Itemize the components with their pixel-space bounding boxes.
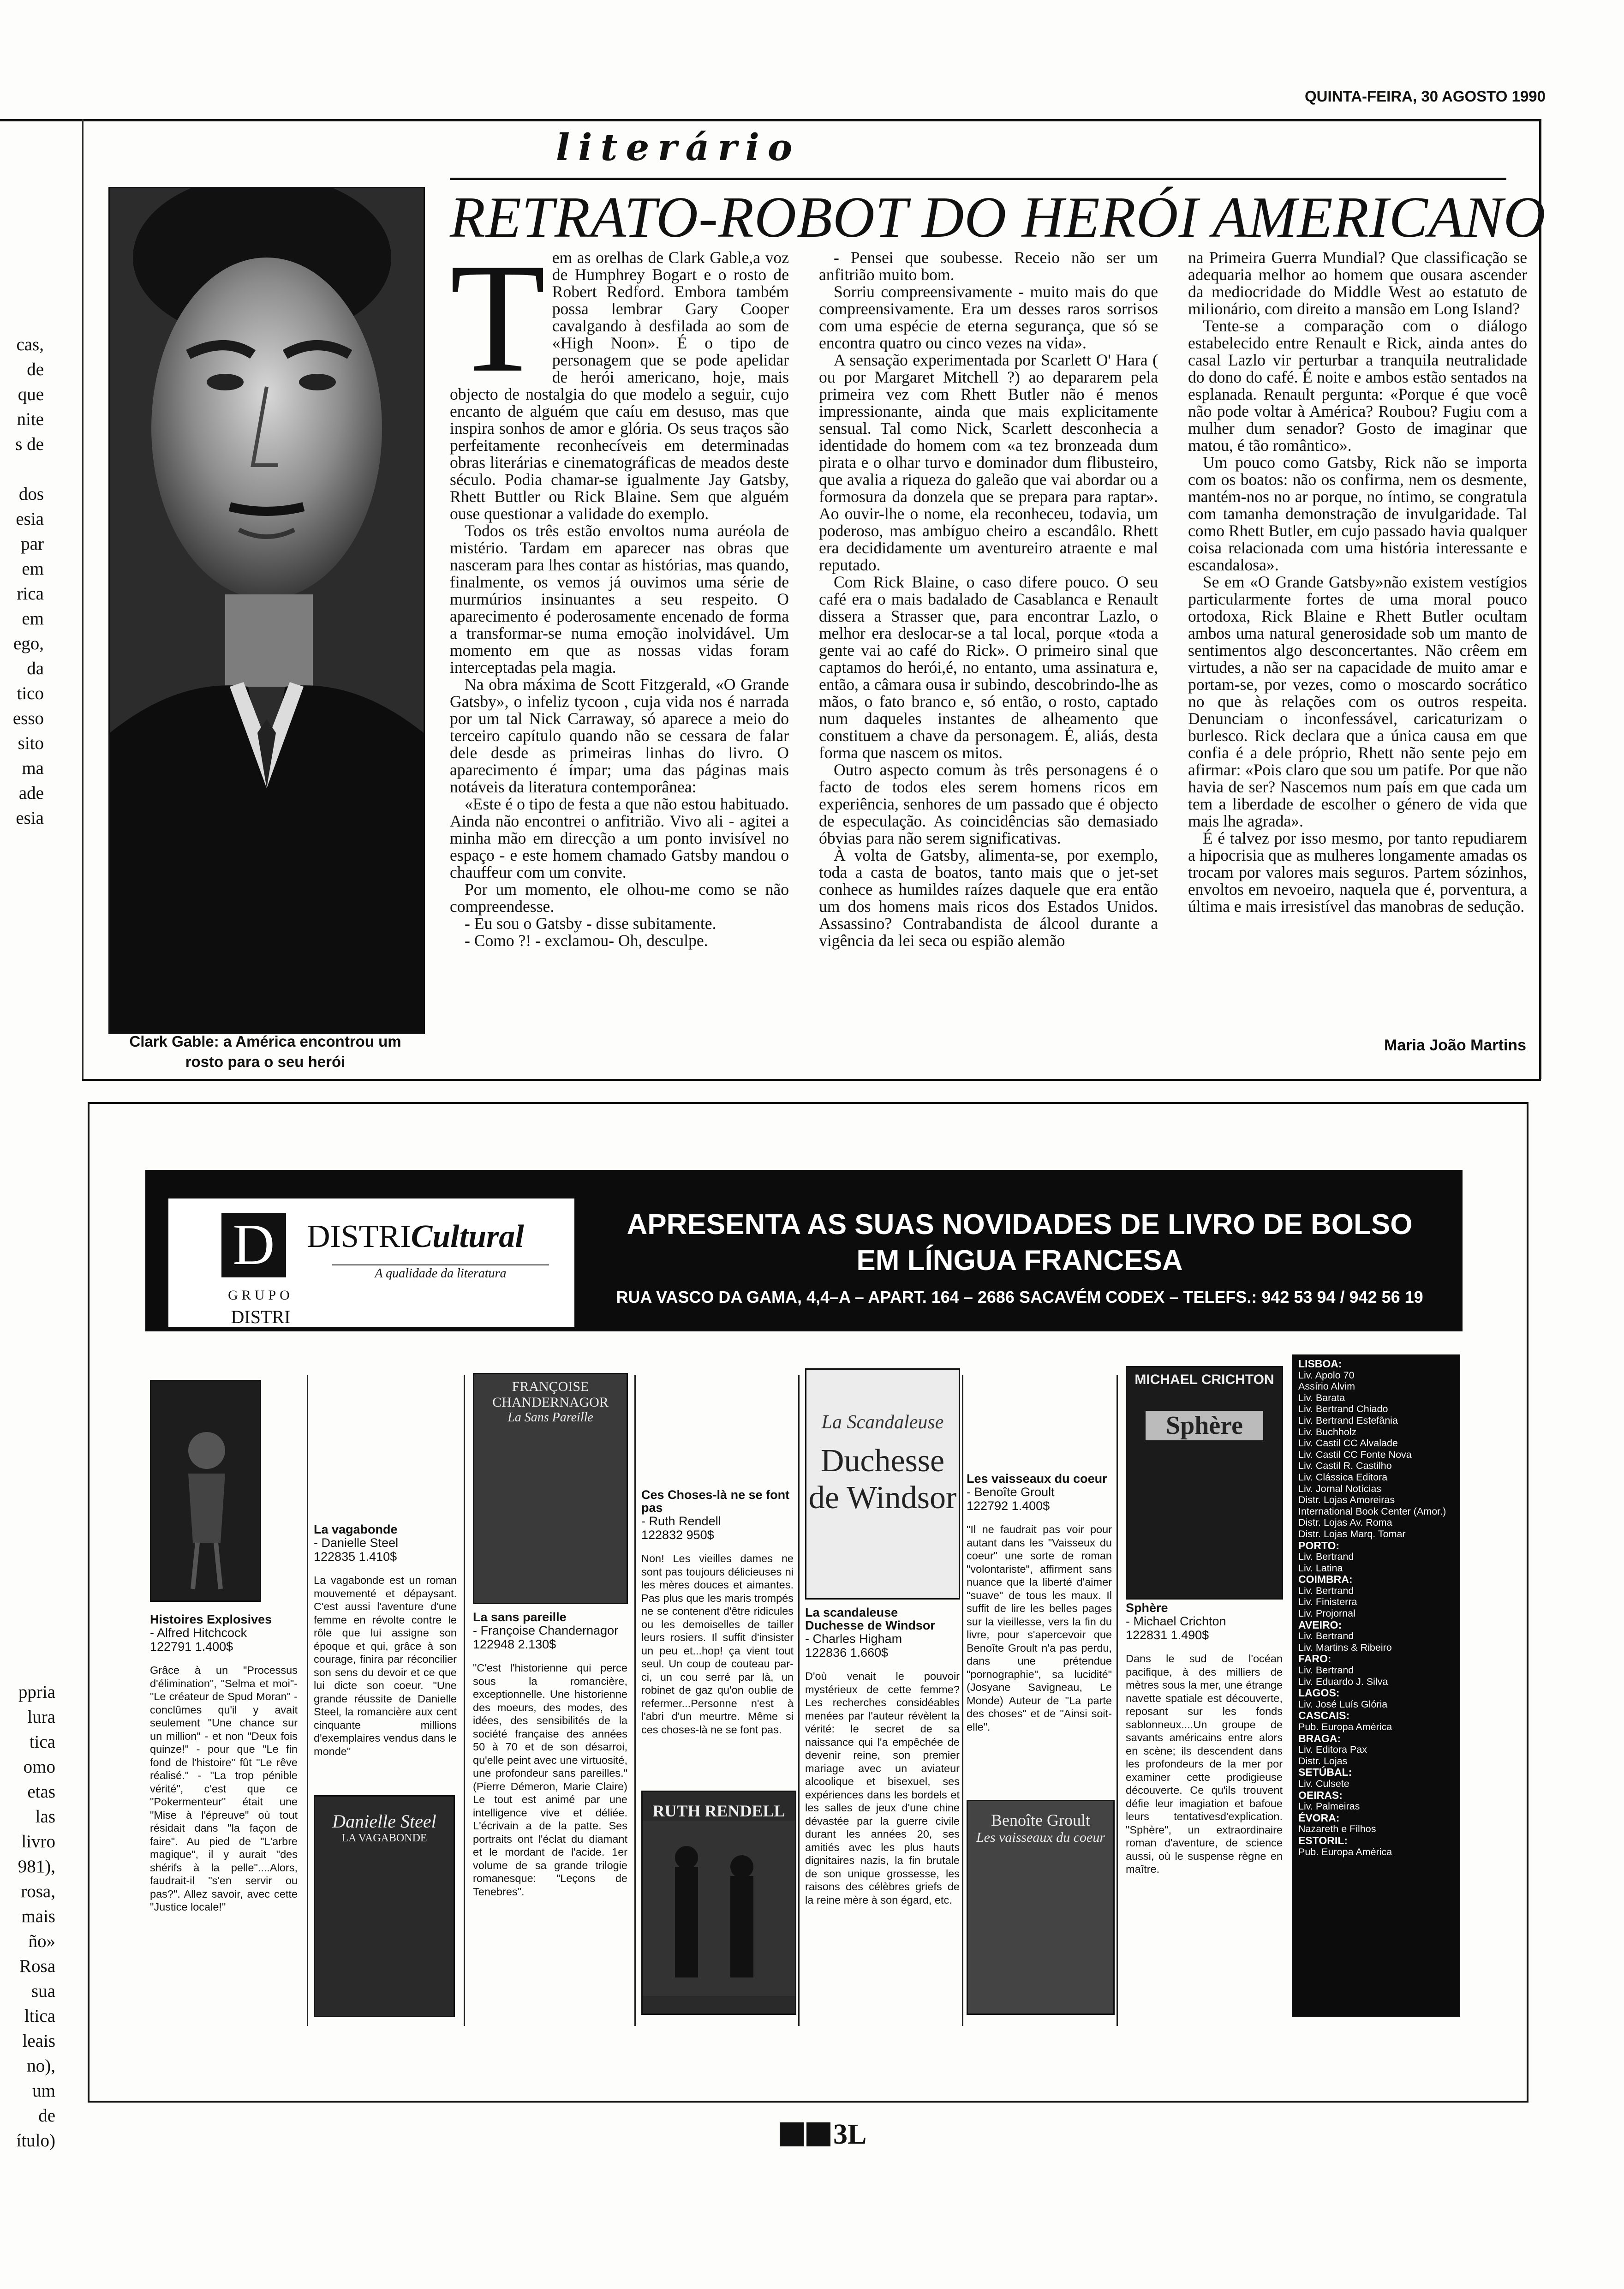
article-paragraph: Todos os três estão envoltos numa auréola de mistério. Tardam em aparecer nas obras que nasceram para lhes contar as histórias, mas quando, finalmente, os vemos já ouvimos uma série de murmúrios insinuantes a seu respeito. O aparecimento é poderosamente encenado de forma a transformar-se numa emoção inolvidável. Um momento em que as nossas vidas foram interceptadas pela magia. [450,521,789,677]
stores-list: LISBOA: Liv. Apolo 70 Assírio Alvim Liv. Barata Liv. Bertrand Chiado Liv. Bertrand Estefânia Liv. Buchholz Liv. Castil CC Alvalade Liv. Castil CC Fonte Nova Liv. Castil R. Castilho Liv. Clássica Editora Liv. Jornal Notícias Distr. Lojas Amoreiras International Book Center (Amor.) Distr. Lojas Av. Roma Distr. Lojas Marq. Tomar PORTO: Liv. Bertrand Liv. Latina COIMBRA: Liv. Bertrand Liv. Finisterra Liv. Projornal AVEIRO: Liv. Bertrand Liv. Martins & Ribeiro FARO: Liv. Bertrand Liv. Eduardo J. Silva LAGOS: Liv. José Luís Glória CASCAIS: Pub. Europa América BRAGA: Liv. Editora Pax Distr. Lojas SETÚBAL: Liv. Culsete OEIRAS: Liv. Palmeiras ÉVORA: Nazareth e Filhos ESTORIL: Pub. Europa América [1292,1354,1460,2017]
page-frame-top [0,119,1541,121]
book-entry: La scandaleuse Duchesse de Windsor - Charles Higham 122836 1.660$ D'où venait le pouvoir mystérieux de cette femme? Les recherches considéables menées par l'auteur révèlent la vérité: le secret de sa naissance qui l'a empêchée de devenir reine, son premier mariage avec un aviateur alcoolique et bisexuel, ses expériences dans les bordels et les salles de jeux d'une chine dévastée par la guerre civile durant les années 20, ses amitiés avec les plus hauts dignitaires nazis, la fin brutale de son unique grossesse, les raisons des célèbres griefs de la reine mère à son égard, etc. [805,1606,960,1906]
column-divider [464,1375,465,2026]
photo-caption: Clark Gable: a América encontrou um rosto para o seu herói [129,1033,401,1070]
article-column-2 [819,249,1158,949]
article-paragraph: Tem as orelhas de Clark Gable,a voz de Humphrey Bogart e o rosto de Robert Redford. Embora também possa lembrar Gary Cooper cavalgando à desfilada ao som de «High Noon». É o tipo de personagem que se pode apelidar de herói americano, hoje, mais objecto de nostalgia do que modelo a seguir, cujo encanto de alguém que caíu em desuso, mas que inspira sonhos de amor e glória. Os seus traços são perfeitamente reconhecíveis em determinadas obras literárias e cinematográficas de meados deste século. Podia chamar-se igualmente Jay Gatsby, Rhett Buttler ou Rick Blaine. Sem que alguém ouse questionar a validade do exemplo. [450,231,789,523]
book-cover-groult: Benoîte Groult Les vaisseaux du coeur [967,1800,1115,2015]
section-rule [450,178,1506,180]
book-cover-steel: Danielle Steel LA VAGABONDE [314,1795,455,2017]
headline: RETRATO-ROBOT DO HERÓI AMERICANO [450,186,1546,250]
page-frame-left [82,119,84,1079]
skeleton-cover-art-icon [151,1381,260,1600]
article-column-1 [450,231,789,950]
article-paragraph: A sensação experimentada por Scarlett O' Hara ( ou por Margaret Mitchell ?) ao depararem pela primeira vez com Rhett Butler não é menos impressionante, ainda que mais explicitamente sensual. Tal como Nick, Scarlett desconhecia a identidade do homem com «a tez bronzeada dum pirata e o olhar turvo e dominador dum flibusteiro, que avalia a riqueza do galeão que vai abordar ou a formosura da donzela que se prepara para raptar». Ao ouvir-lhe o nome, ela reconheceu, todavia, um poderoso, mas ambíguo cheiro a escandâlo. Rhett era decididamente um aventureiro atraente e mal reputado. [819,351,1158,574]
issue-date: QUINTA-FEIRA, 30 AGOSTO 1990 [1304,88,1546,105]
article-paragraph: Por um momento, ele olhou-me como se não compreendesse. [450,880,789,916]
article-paragraph: É é talvez por isso mesmo, por tanto repudiarem a hipocrisia que as mulheres longamente amadas os trocam por valores mais seguros. Partem sózinhos, envoltos em nevoeiro, naquela que é, porventura, a última e mais irresistível das manobras de sedução. [1188,829,1527,916]
book-entry: Sphère - Michael Crichton 122831 1.490$ Dans le sud de l'océan pacifique, à des milliers de mètres sous la mer, une étrange navette spatiale est découverte, reposant sur les fonds sablonneux....Un groupe de savants américains entre alors en scène; ils descendent dans les profondeurs de la mer por examiner cette prodigieuse découverte. Ce qu'ils trouvent défie leur imagiation et bafoue leurs tentativesd'explication. "Sphère", un extraordinaire roman d'aventure, de science aussi, où le suspense règne en maître. [1126,1601,1283,1875]
article-paragraph: - Eu sou o Gatsby - disse subitamente. [465,914,716,933]
book-entry: La sans pareille - Françoise Chandernagor 122948 2.130$ "C'est l'historienne qui perce sous la romancière, exceptionnelle. Une historienne des moeurs, des modes, des idées, des sensibilités de la société française des années 50 à 70 et de son désarroi, qu'elle peint avec une virtuosité, une profondeur sans pareilles." (Pierre Démeron, Marie Claire) Le tout est animé par une intelligence vive et déliée. L'écrivain a de la patte. Ses portraits ont l'éclat du diamant et le mordant de l'acide. 1er volume de sa grande trilogie romanesque: "Leçons de Tenebres". [473,1610,627,1898]
article-paragraph: «Este é o tipo de festa a que não estou habituado. Ainda não encontrei o anfitrião. Vivo ali - agitei a minha mão em direcção a um ponto invisível no espaço - e este homem chamado Gatsby mandou o chauffeur com um convite. [450,795,789,881]
page-frame-bottom [82,1079,1541,1081]
portrait-photo [108,187,425,1034]
article-paragraph: À volta de Gatsby, alimenta-se, por exemplo, toda a casta de boatos, tanto mais que o jet-set conhece as humildes raízes daquele que era então um dos homens mais ricos dos Estados Unidos. Assassino? Contrabandista de álcool durante a vigência da lei seca ou espião alemão [819,846,1158,950]
book-entry: Histoires Explosives - Alfred Hitchcock 122791 1.400$ Grâce à un "Processus d'élimination", "Selma et moi"- "Le créateur de Spud Moran" - conclûmes qu'il y avait seulement "Une chance sur un million" - et non "Deux fois quinze!" - pour que "Le fin fond de l'histoire" fût "Le rêve réalisé." - "La trop pénible vérité", c'est que ce "Pokermenteur" était une "Mise à l'épreuve" où tout résidait dans "la façon de faire". Au pied de "L'arbre magique", il y aurait "des shérifs à la pelle"....Alors, faudrait-il "s'en servir ou pas?". Allez savoir, avec cette "Justice locale!" [150,1612,298,1913]
article-paragraph: na Primeira Guerra Mundial? Que classificação se adequaria melhor ao homem que ousara ascender da mediocridade do Middle West ao estatuto de milionário, com direito a mansão em Long Island? [1188,248,1527,318]
column-divider [307,1375,308,2026]
logo-distri: DISTRI [231,1306,291,1327]
book-entry: Les vaisseaux du coeur - Benoîte Groult 122792 1.400$ "Il ne faudrait pas voir pour autant dans les "Vaisseux du coeur" une sorte de roman "volontariste", affirment sans nuance que la liberté d'aimer "suave" de tous les maux. Il suffit de lire les belles pages sur la vieillesse, vers la fin du livre, pour s'apercevoir que Benoîte Groult n'a pas perdu, dans une prétendue "pornographie", sa lucidité" (Josyane Savigneau, Le Monde) Auteur de "La parte des choses" et de "Ainsi soit-elle". [967,1472,1112,1733]
book-cover-higham: La Scandaleuse Duchesse de Windsor [805,1368,960,1600]
portrait-illustration [110,188,424,1033]
adjacent-page-fragment-top: cas, de que nite s de dos esia par em rica em ego, da tico esso sito ma ade esia [12,335,44,828]
article-paragraph: Na obra máxima de Scott Fitzgerald, «O Grande Gatsby», o infeliz tycoon , cuja vida nos é narrada por um tal Nick Carraway, só aparece a meio do terceiro capítulo quando não se cessara de falar dele desde as primeiras linhas do livro. O aparecimento é ímpar; uma das páginas mais notáveis da literatura contemporânea: [450,675,789,796]
article-column-3 [1188,249,1527,915]
book-cover-rendell: RUTH RENDELL [641,1791,796,2015]
adjacent-page-fragment-bottom: ppria lura tica omo etas las livro 981), rosa, mais ño» Rosa sua ltica leais no), um de ítulo) [16,1682,55,2151]
page-number: 3L [780,2118,866,2151]
book-cover-crichton: MICHAEL CRICHTON Sphère [1126,1366,1283,1600]
page-frame-right [1539,119,1541,1079]
section-label: literário [555,126,801,169]
logo-grupo: GRUPO [228,1288,293,1303]
column-divider [634,1375,636,2026]
book-cover-hitchcock [150,1380,261,1602]
column-divider [1116,1375,1118,2026]
article-paragraph: Se em «O Grande Gatsby»não existem vestígios particularmente fortes de uma moral pouco ortodoxa, Rick Blaine e Rhett Butler ocultam ambos uma natural generosidade sob um manto de sentimentos algo desconcertantes. Não crêem em virtudes, a não ser na capacidade de muito amar e portam-se, por vezes, como o moscardo socrático no que às relações com os outros respeita. Denunciam o inconfessável, caricaturizam o burlesco. Rick declara que a única causa em que confia é a dele próprio, Rhett não sente pejo em afirmar: «Pois claro que sou um patife. Por que não havia de ser? Nascemos num país em que cada um tem a liberdade de escolher o género de vida que mais lhe agrada». [1188,573,1527,830]
book-cover-chandernagor: FRANÇOISE CHANDERNAGOR La Sans Pareille [473,1373,628,1604]
column-divider [798,1375,800,2026]
drop-cap: T [450,231,546,405]
article-paragraph: - Pensei que soubesse. Receio não ser um anfitrião muito bom. [819,248,1158,284]
book-entry: Ces Choses-là ne se font pas - Ruth Rendell 122832 950$ Non! Les vieilles dames ne sont pas toujours délicieuses ni les mères douces et aimantes. Pas plus que les maris trompés ne se contenent d'être ridicules ou les demoiselles de tailler leurs rosiers. Il suffit d'insister un peu et...hop! ça vient tout seul. Un coup de couteau par-ci, un cou serré par là, un robinet de gaz qu'on oublie de refermer...Personne n'est à l'abri d'un meurtre. Même si ces choses-là ne se font pas. [641,1488,794,1736]
ad-address: RUA VASCO DA GAMA, 4,4–A – APART. 164 – 2686 SACAVÉM CODEX – TELEFS.: 942 53 94 / 942 56 19 [616,1288,1423,1306]
book-entry: La vagabonde - Danielle Steel 122835 1.410$ La vagabonde est un roman mouvementé et dépaysant. C'est aussi l'aventure d'une femme en révolte contre le rôle que lui assigne son époque et qui, grâce à son courage, finira par réconcilier son sens du devoir et ce que lui dicte son coeur. "Une grande réussite de Danielle Steel, la romancière aux cent cinquante millions d'exemplaires vendus dans le monde" [314,1522,457,1757]
publication-logo-icon [806,2122,830,2146]
article-paragraph: Sorriu compreensivamente - muito mais do que compreensivamente. Era um desses raros sorrisos com uma espécie de eterna segurança, que só se encontra quatro ou cinco vezes na vida». [819,282,1158,352]
article-paragraph: Tente-se a comparação com o diálogo estabelecido entre Renault e Rick, ainda antes do casal Lazlo vir perturbar a tranquila neutralidade do dono do café. É noite e ambos estão sentados na esplanada. Renault pergunta: «Porque é que você não pode voltar à América? Roubou? Fugiu com a mulher dum senador? Gosto de imaginar que matou, é tão romântico». [1188,317,1527,455]
distri-d-mark-icon: D [221,1213,286,1277]
column-divider [962,1375,963,2026]
logo-name: DISTRICultural [307,1219,524,1254]
article-paragraph: Um pouco como Gatsby, Rick não se importa com os boatos: não os confirma, nem os desmente, mantém-nos no ar porque, no íntimo, se congratula com tamanha demonstração de invulgaridade. Tal como Rhett Butler, em cujo passado havia qualquer coisa relacionada com uma história interessante e escandalosa». [1188,453,1527,574]
article-paragraph: - Como ?! - exclamou- Oh, desculpe. [465,931,708,950]
article-author: Maria João Martins [1384,1037,1526,1054]
article-paragraph: Com Rick Blaine, o caso difere pouco. O seu café era o mais badalado de Casablanca e Renault dissera a Strasser que, para encontrar Lazlo, o melhor era deslocar-se a tal local, porque «toda a gente vai ao café do Rick». O primeiro sinal que captamos do herói,é, no entanto, uma assinatura e, então, a câmara ousa ir subindo, descobrindo-lhe as mãos, o fato branco e, só então, o rosto, captado num daqueles instantes de alheamento que constituem a chave da personagem. É, aliás, desta forma que nascem os mitos. [819,573,1158,762]
logo-tagline: A qualidade da literatura [332,1264,549,1281]
article-paragraph: Outro aspecto comum às três personagens é o facto de todos eles serem homens ricos em experiência, senhores de um passado que é objecto de especulação. As coincidências são demasiado óbvias para não serem significativas. [819,761,1158,847]
ad-title: APRESENTA AS SUAS NOVIDADES DE LIVRO DE BOLSO EM LÍNGUA FRANCESA [627,1209,1413,1276]
figures-cover-art-icon [643,1821,795,1996]
publication-logo-icon [780,2122,804,2146]
